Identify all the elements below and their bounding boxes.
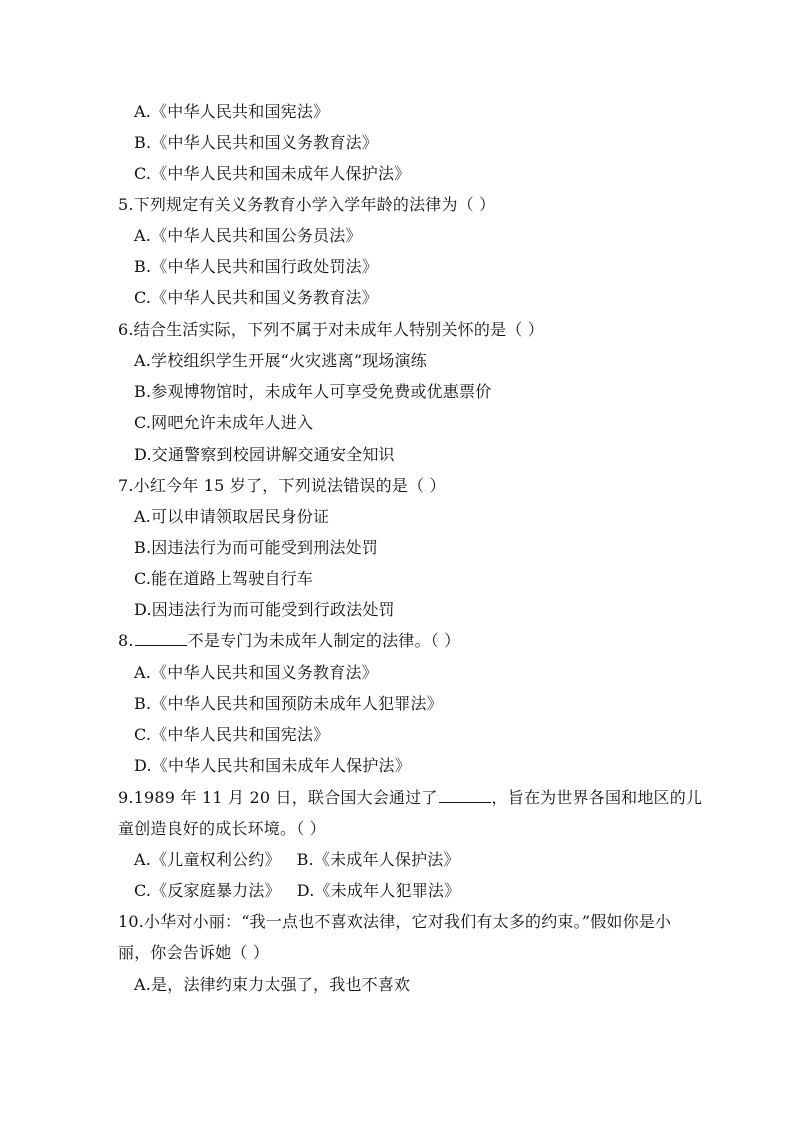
q8-number: 8. <box>118 631 134 650</box>
q8-stem: 不是专门为未成年人制定的法律。（ ） <box>187 631 461 650</box>
q4-option-a: A.《中华人民共和国宪法》 <box>134 102 330 121</box>
q6-stem: 6.结合生活实际，下列不属于对未成年人特别关怀的是（ ） <box>118 320 544 339</box>
q9-option-c: C.《反家庭暴力法》 <box>134 881 281 900</box>
q6-option-b: B.参观博物馆时，未成年人可享受免费或优惠票价 <box>134 382 492 401</box>
q4-option-b: B.《中华人民共和国义务教育法》 <box>134 133 379 152</box>
q9-option-b: B.《未成年人保护法》 <box>296 850 460 869</box>
q7-option-c: C.能在道路上驾驶自行车 <box>134 569 314 588</box>
q5-option-b: B.《中华人民共和国行政处罚法》 <box>134 257 379 276</box>
q10-stem-line-1: 10.小华对小丽：“我一点也不喜欢法律，它对我们有太多的约束。”假如你是小 <box>118 912 672 931</box>
q8-stem-line <box>118 630 460 652</box>
q6-option-a: A.学校组织学生开展“火灾逃离”现场演练 <box>134 351 428 370</box>
q9-options-row-2 <box>134 880 460 902</box>
q8-answer-blank <box>135 631 187 646</box>
q9-options-row-1 <box>134 849 460 871</box>
q7-option-b: B.因违法行为而可能受到刑法处罚 <box>134 538 379 557</box>
q7-stem: 7.小红今年 15 岁了，下列说法错误的是（ ） <box>118 476 446 495</box>
q9-stem-line-2: 童创造良好的成长环境。（ ） <box>118 819 326 838</box>
q10-stem-line-2: 丽，你会告诉她（ ） <box>118 943 270 962</box>
q9-option-d: D.《未成年人犯罪法》 <box>296 881 461 900</box>
q9-answer-blank <box>439 788 491 803</box>
q10-option-a: A.是，法律约束力太强了，我也不喜欢 <box>134 975 411 994</box>
q5-option-a: A.《中华人民共和国公务员法》 <box>134 226 362 245</box>
q7-option-d: D.因违法行为而可能受到行政法处罚 <box>134 600 395 619</box>
q4-option-c: C.《中华人民共和国未成年人保护法》 <box>134 164 411 183</box>
q9-stem-part2: ，旨在为世界各国和地区的儿 <box>491 788 703 807</box>
q8-option-d: D.《中华人民共和国未成年人保护法》 <box>134 756 411 775</box>
q6-option-c: C.网吧允许未成年人进入 <box>134 413 314 432</box>
q8-option-c: C.《中华人民共和国宪法》 <box>134 725 330 744</box>
q9-stem-part1: 9.1989 年 11 月 20 日，联合国大会通过了 <box>118 788 438 807</box>
q8-option-b: B.《中华人民共和国预防未成年人犯罪法》 <box>134 694 443 713</box>
q6-option-d: D.交通警察到校园讲解交通安全知识 <box>134 445 395 464</box>
q9-stem-line-1 <box>118 787 702 809</box>
q5-stem: 5.下列规定有关义务教育小学入学年龄的法律为（ ） <box>118 195 496 214</box>
q7-option-a: A.可以申请领取居民身份证 <box>134 507 330 526</box>
q9-option-a: A.《儿童权利公约》 <box>134 850 281 869</box>
q5-option-c: C.《中华人民共和国义务教育法》 <box>134 288 378 307</box>
q8-option-a: A.《中华人民共和国义务教育法》 <box>134 663 378 682</box>
